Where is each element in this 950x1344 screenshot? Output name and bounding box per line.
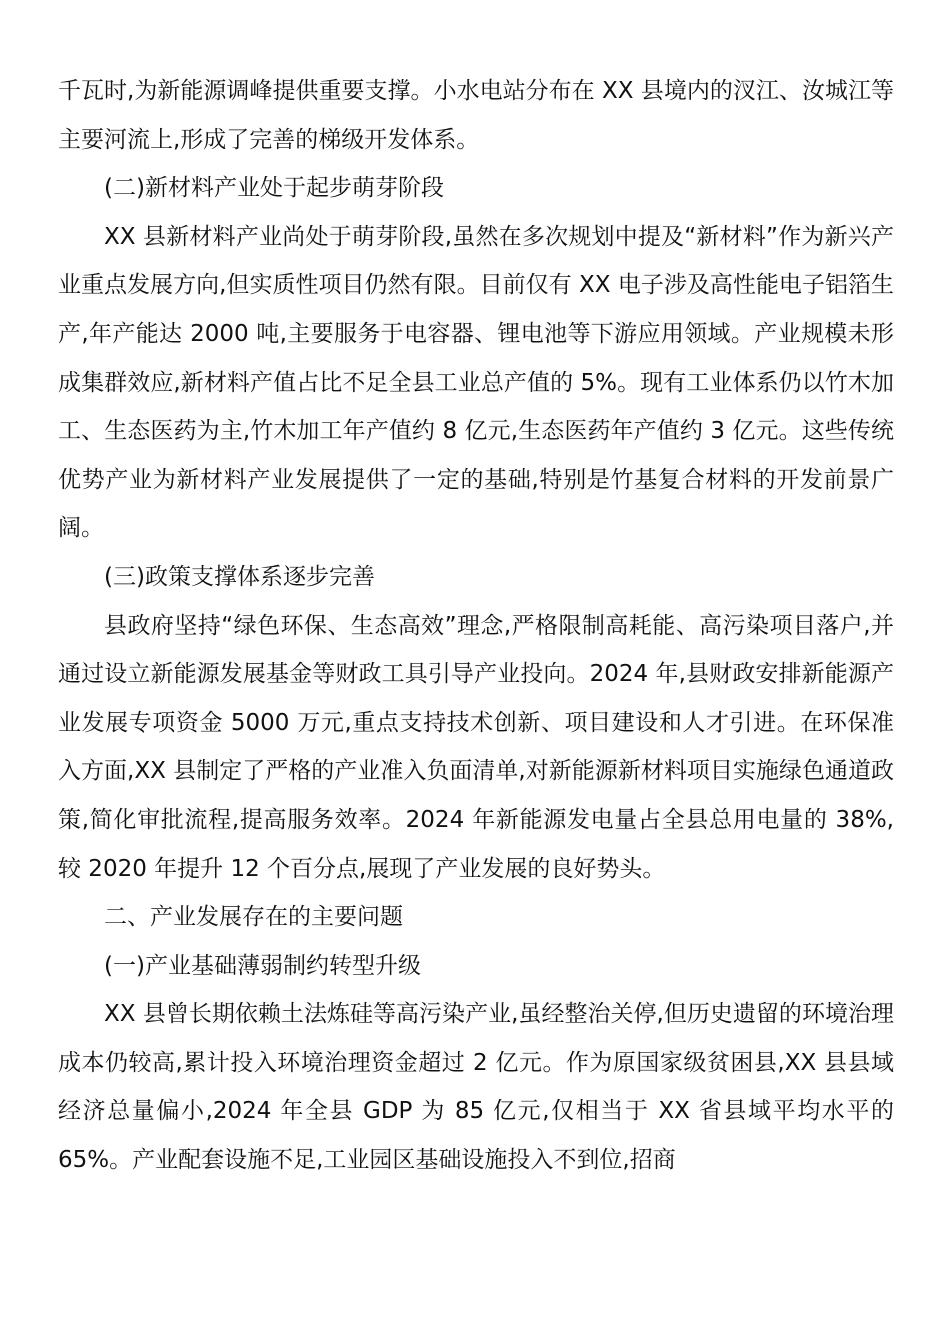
section-heading-new-materials: (二)新材料产业处于起步萌芽阶段: [104, 175, 444, 202]
paragraph-continued: 千瓦时,为新能源调峰提供重要支撑。小水电站分布在 XX 县境内的汊江、汝城江等主要河流上,形成了完善的梯级开发体系。: [58, 78, 894, 153]
paragraph-new-materials: XX 县新材料产业尚处于萌芽阶段,虽然在多次规划中提及“新材料”作为新兴产业重点发展方向,但实质性项目仍然有限。目前仅有 XX 电子涉及高性能电子铝箔生产,年产能达 2000 吨,主要服务于电容器、锂电池等下游应用领域。产业规模未形成集群效应,新材料产值占比不足全县工业总产值的 5%。现有工业体系仍以竹木加工、生态医药为主,竹木加工年产值约 8 亿元,生态医药年产值约 3 亿元。这些传统优势产业为新材料产业发展提供了一定的基础,特别是竹基复合材料的开发前景广阔。: [58, 223, 894, 542]
chapter-heading-main-problems: 二、产业发展存在的主要问题: [104, 904, 403, 931]
section-heading-policy-support: (三)政策支撑体系逐步完善: [104, 563, 375, 590]
document-body: [58, 67, 894, 1185]
paragraph-weak-foundation: XX 县曾长期依赖土法炼硅等高污染产业,虽经整治关停,但历史遗留的环境治理成本仍较高,累计投入环境治理资金超过 2 亿元。作为原国家级贫困县,XX 县县域经济总量偏小,2024 年全县 GDP 为 85 亿元,仅相当于 XX 省县域平均水平的 65%。产业配套设施不足,工业园区基础设施投入不到位,招商: [58, 1001, 894, 1174]
section-heading-weak-foundation: (一)产业基础薄弱制约转型升级: [104, 952, 421, 979]
paragraph-policy-support: 县政府坚持“绿色环保、生态高效”理念,严格限制高耗能、高污染项目落户,并通过设立新能源发展基金等财政工具引导产业投向。2024 年,县财政安排新能源产业发展专项资金 5000 万元,重点支持技术创新、项目建设和人才引进。在环保准入方面,XX 县制定了严格的产业准入负面清单,对新能源新材料项目实施绿色通道政策,简化审批流程,提高服务效率。2024 年新能源发电量占全县总用电量的 38%,较 2020 年提升 12 个百分点,展现了产业发展的良好势头。: [58, 612, 894, 882]
